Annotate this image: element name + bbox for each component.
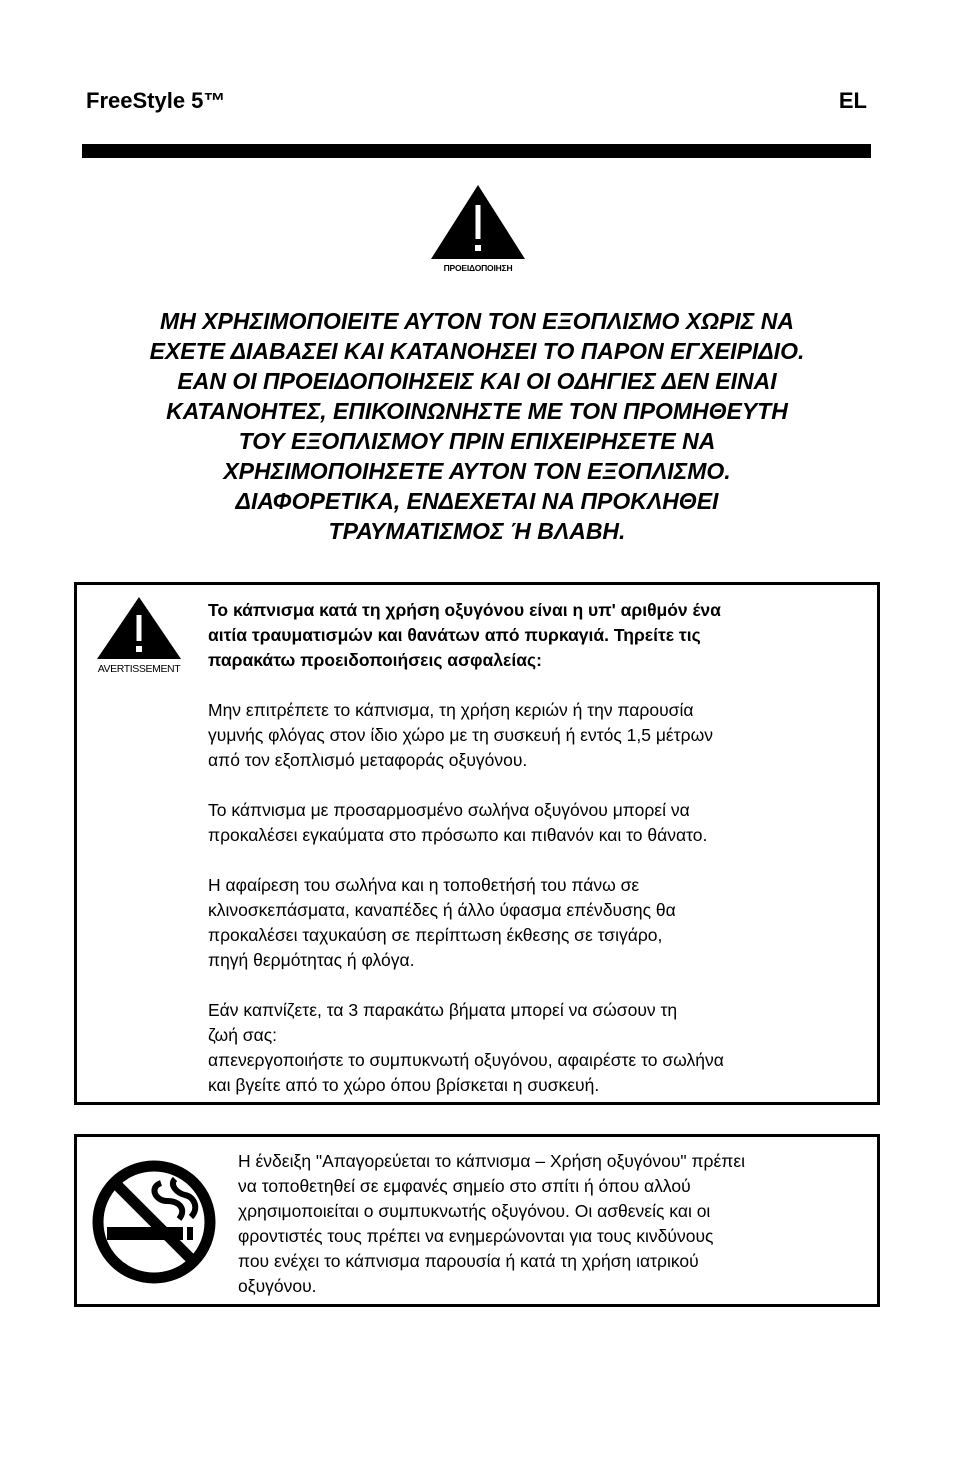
no-smoking-line: φροντιστές τους πρέπει να ενημερώνονται για τους κινδύνους: [238, 1226, 714, 1246]
paragraph-line: κλινοσκεπάσματα, καναπέδες ή άλλο ύφασμα επένδυσης θα: [208, 900, 676, 920]
paragraph-line: προκαλέσει εγκαύματα στο πρόσωπο και πιθανόν και το θάνατο.: [208, 825, 708, 845]
no-smoking-line: οξυγόνου.: [238, 1276, 317, 1296]
main-warning-line: ΤΡΑΥΜΑΤΙΣΜΟΣ Ή ΒΛΑΒΗ.: [328, 518, 626, 544]
intro-line: παρακάτω προειδοποιήσεις ασφαλείας:: [208, 650, 542, 670]
top-warning-label: ΠΡΟΕΙΔΟΠΟΙΗΣΗ: [443, 263, 513, 273]
smoking-warning-paragraph: [208, 798, 868, 848]
paragraph-line: Το κάπνισμα με προσαρμοσμένο σωλήνα οξυγόνου μπορεί να: [208, 800, 690, 820]
smoking-warning-box: [74, 582, 880, 1105]
main-warning-line: ΕΑΝ ΟΙ ΠΡΟΕΙΔΟΠΟΙΗΣΕΙΣ ΚΑΙ ΟΙ ΟΔΗΓΙΕΣ ΔΕΝ ΕΙΝΑΙ: [177, 368, 777, 394]
paragraph-line: και βγείτε από το χώρο όπου βρίσκεται η συσκευή.: [208, 1075, 600, 1095]
no-smoking-icon: [89, 1157, 219, 1287]
box-warning-symbol: [93, 595, 185, 685]
paragraph-line: προκαλέσει ταχυκαύση σε περίπτωση έκθεσης σε τσιγάρο,: [208, 925, 663, 945]
header-product-name: FreeStyle 5™: [86, 88, 226, 113]
warning-triangle-icon: [428, 183, 528, 263]
no-smoking-box: [74, 1134, 880, 1307]
no-smoking-line: χρησιμοποιείται ο συμπυκνωτής οξυγόνου. Οι ασθενείς και οι: [238, 1201, 711, 1221]
smoking-warning-paragraph: [208, 873, 868, 973]
no-smoking-line: που ενέχει το κάπνισμα παρουσία ή κατά τη χρήση ιατρικού: [238, 1251, 699, 1271]
no-smoking-line: να τοποθετηθεί σε εμφανές σημείο στο σπίτι ή όπου αλλού: [238, 1176, 691, 1196]
paragraph-line: Μην επιτρέπετε το κάπνισμα, τη χρήση κεριών ή την παρουσία: [208, 700, 694, 720]
main-warning-line: ΜΗ ΧΡΗΣΙΜΟΠΟΙΕΙΤΕ ΑΥΤΟΝ ΤΟΝ ΕΞΟΠΛΙΣΜΟ ΧΩΡΙΣ ΝΑ: [160, 308, 794, 334]
main-warning-text: [82, 306, 872, 546]
main-warning-line: ΤΟΥ ΕΞΟΠΛΙΣΜΟΥ ΠΡΙΝ ΕΠΙΧΕΙΡΗΣΕΤΕ ΝΑ: [238, 428, 716, 454]
no-smoking-text: [238, 1149, 878, 1299]
paragraph-line: ζωή σας:: [208, 1025, 278, 1045]
warning-triangle-icon: [93, 595, 185, 663]
intro-line: Το κάπνισμα κατά τη χρήση οξυγόνου είναι η υπ' αριθμόν ένα: [208, 600, 721, 620]
paragraph-line: Εάν καπνίζετε, τα 3 παρακάτω βήματα μπορεί να σώσουν τη: [208, 1000, 678, 1020]
paragraph-line: γυμνής φλόγας στον ίδιο χώρο με τη συσκευή ή εντός 1,5 μέτρων: [208, 725, 714, 745]
main-warning-line: ΚΑΤΑΝΟΗΤΕΣ, ΕΠΙΚΟΙΝΩΝΗΣΤΕ ΜΕ ΤΟΝ ΠΡΟΜΗΘΕΥΤΗ: [166, 398, 788, 424]
header-language-code: EL: [838, 88, 867, 113]
paragraph-line: από τον εξοπλισμό μεταφοράς οξυγόνου.: [208, 750, 528, 770]
no-smoking-line: Η ένδειξη "Απαγορεύεται το κάπνισμα – Χρήση οξυγόνου" πρέπει: [238, 1151, 746, 1171]
header-rule: [82, 144, 871, 158]
smoking-warning-paragraph: [208, 698, 868, 773]
main-warning-line: ΕΧΕΤΕ ΔΙΑΒΑΣΕΙ ΚΑΙ ΚΑΤΑΝΟΗΣΕΙ ΤΟ ΠΑΡΟΝ ΕΓΧΕΙΡΙΔΙΟ.: [149, 338, 805, 364]
paragraph-line: Η αφαίρεση του σωλήνα και η τοποθετήσή του πάνω σε: [208, 875, 640, 895]
top-warning-symbol: [428, 183, 528, 277]
box-warning-label: AVERTISSEMENT: [97, 663, 181, 675]
intro-line: αιτία τραυματισμών και θανάτων από πυρκαγιά. Τηρείτε τις: [208, 625, 701, 645]
paragraph-line: απενεργοποιήστε το συμπυκνωτή οξυγόνου, αφαιρέστε το σωλήνα: [208, 1050, 724, 1070]
paragraph-line: πηγή θερμότητας ή φλόγα.: [208, 950, 415, 970]
smoking-warning-paragraph: [208, 998, 868, 1098]
smoking-warning-text: [208, 598, 868, 1098]
main-warning-line: ΧΡΗΣΙΜΟΠΟΙΗΣΕΤΕ ΑΥΤΟΝ ΤΟΝ ΕΞΟΠΛΙΣΜΟ.: [223, 458, 731, 484]
main-warning-line: ΔΙΑΦΟΡΕΤΙΚΑ, ΕΝΔΕΧΕΤΑΙ ΝΑ ΠΡΟΚΛΗΘΕΙ: [235, 488, 719, 514]
smoking-warning-intro: [208, 598, 868, 673]
